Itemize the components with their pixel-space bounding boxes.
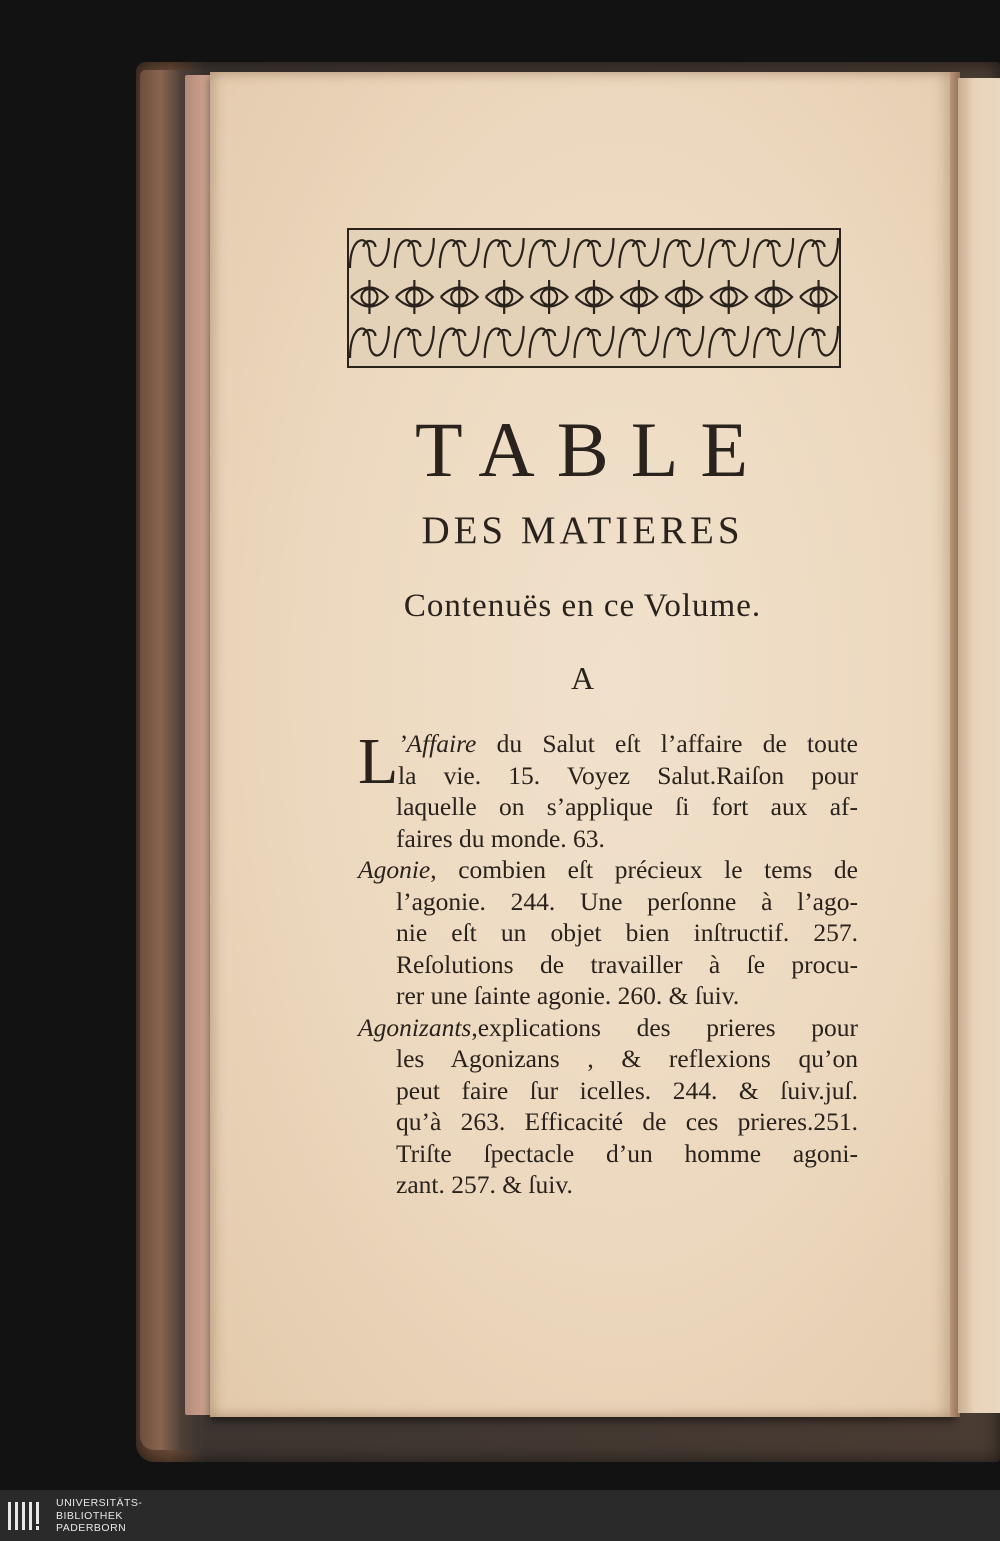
index-entry-affaire: [358, 725, 858, 854]
page-subtitle: DES MATIERES: [421, 509, 744, 552]
library-logo-icon: [8, 1498, 50, 1534]
entry-line: nie eſt un objet bien inſtructif. 257.: [396, 918, 858, 947]
index-entries: [358, 725, 858, 1201]
entry-line: zant. 257. & ſuiv.: [396, 1170, 573, 1199]
index-entry-agonizants: [358, 1012, 858, 1201]
facing-page-edge: [958, 78, 1000, 1413]
entry-line: la vie. 15. Voyez Salut.Raiſon pour: [398, 760, 858, 790]
library-name-line: PADERBORN: [56, 1522, 127, 1534]
entry-line: faires du monde. 63.: [396, 823, 605, 853]
entry-line: laquelle on s’applique ſi fort aux af-: [396, 792, 858, 821]
index-entry-agonie: [358, 854, 858, 1012]
library-name: [56, 1497, 142, 1535]
entry-line: l’agonie. 244. Une perſonne à l’ago-: [396, 886, 858, 916]
entry-line: [358, 728, 858, 760]
entry-text: , combien eſt précieux le tems de: [430, 855, 858, 884]
library-name-line: BIBLIOTHEK: [56, 1509, 123, 1522]
entry-text: du Salut eſt l’affaire de toute: [476, 729, 858, 758]
entry-line: les Agonizans , & reflexions qu’on: [396, 1044, 858, 1073]
entry-headword: Agonie: [358, 855, 431, 884]
entry-line: [358, 1012, 858, 1044]
page-title: TABLE: [414, 406, 771, 493]
entry-line: [358, 854, 858, 886]
entry-text: ,explications des prieres pour: [471, 1012, 858, 1042]
entry-headword: Agonizants: [358, 1012, 472, 1042]
library-footer: [0, 1490, 1000, 1541]
volume-note: Contenuës en ce Volume.: [403, 588, 762, 624]
section-letter: A: [570, 660, 595, 696]
entry-line: Reſolutions de travailler à ſe procu-: [396, 949, 858, 979]
entry-headword: ’Affaire: [398, 729, 477, 758]
entry-line: rer une ſainte agonie. 260. & ſuiv.: [396, 981, 740, 1010]
entry-line: peut faire ſur icelles. 244. & ſuiv.juſ.: [396, 1075, 858, 1105]
library-name-line: UNIVERSITÄTS-: [56, 1497, 143, 1509]
entry-line: qu’à 263. Efficacité de ces prieres.251.: [396, 1107, 858, 1136]
drop-cap: L: [358, 725, 399, 798]
entry-line: Triſte ſpectacle d’un homme agoni-: [396, 1138, 858, 1168]
ornamental-headpiece: [347, 228, 841, 368]
